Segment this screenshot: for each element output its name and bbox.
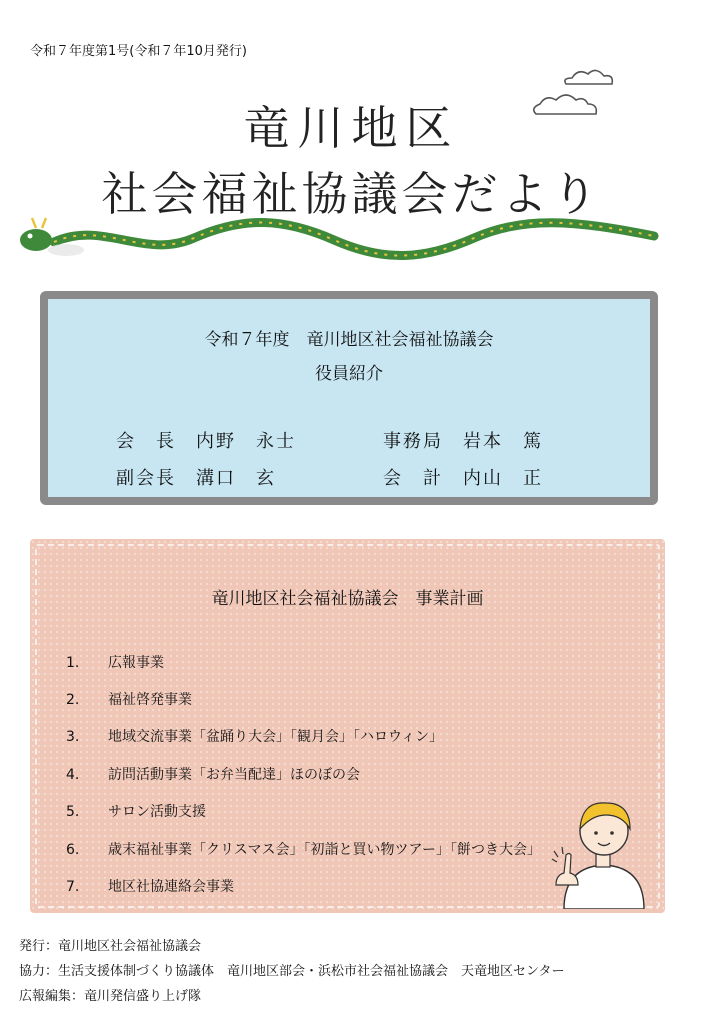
list-item-text: 地区社協連絡会事業 [108, 879, 234, 895]
footer-publisher: 発行：竜川地区社会福祉協議会 [19, 939, 202, 954]
title-line-2: 社会福祉協議会だより [101, 167, 602, 221]
officers-subtitle: 役員紹介 [315, 364, 383, 384]
officers-title: 令和７年度 竜川地区社会福祉協議会 [204, 330, 494, 350]
officer-secretariat: 事務局 岩本 篤 [383, 431, 543, 452]
list-item-text: 地域交流事業「盆踊り大会」「観月会」「ハロウィン」 [108, 729, 444, 745]
plan-title: 竜川地区社会福祉協議会 事業計画 [211, 589, 484, 609]
list-item-number: 4. [66, 767, 80, 783]
list-item-number: 3. [66, 729, 80, 745]
list-item-number: 6. [66, 842, 80, 858]
title-line-1: 竜川地区 [243, 101, 460, 155]
officer-vice-chairman: 副会長 溝口 玄 [116, 468, 276, 489]
pointing-person-illustration [550, 789, 650, 909]
list-item [66, 839, 541, 859]
list-item [66, 726, 443, 746]
list-item-text: サロン活動支援 [108, 804, 206, 820]
issue-line: 令和７年度第1号(令和７年10月発行) [30, 44, 247, 59]
list-item-text: 歳末福祉事業「クリスマス会」「初詣と買い物ツアー」「餅つき大会」 [108, 842, 542, 858]
list-item-number: 5. [66, 804, 80, 820]
list-item-number: 2. [66, 692, 80, 708]
list-item-number: 1. [66, 655, 80, 671]
list-item [66, 689, 192, 709]
officer-chairman: 会 長 内野 永士 [116, 431, 296, 452]
list-item [66, 652, 164, 672]
list-item-number: 7. [66, 879, 80, 895]
footer-cooperation: 協力：生活支援体制づくり協議体 竜川地区部会・浜松市社会福祉協議会 天竜地区センター [19, 964, 565, 979]
list-item [66, 876, 234, 896]
list-item [66, 801, 206, 821]
footer-editor: 広報編集：竜川発信盛り上げ隊 [19, 989, 202, 1004]
list-item-text: 広報事業 [108, 655, 164, 671]
dragon-illustration [14, 214, 664, 264]
list-item-text: 福祉啓発事業 [108, 692, 192, 708]
list-item-text: 訪問活動事業「お弁当配達」ほのぼの会 [108, 767, 360, 783]
officer-treasurer: 会 計 内山 正 [383, 468, 543, 489]
business-plan-panel [30, 539, 665, 913]
officers-panel [40, 291, 658, 505]
list-item [66, 764, 360, 784]
